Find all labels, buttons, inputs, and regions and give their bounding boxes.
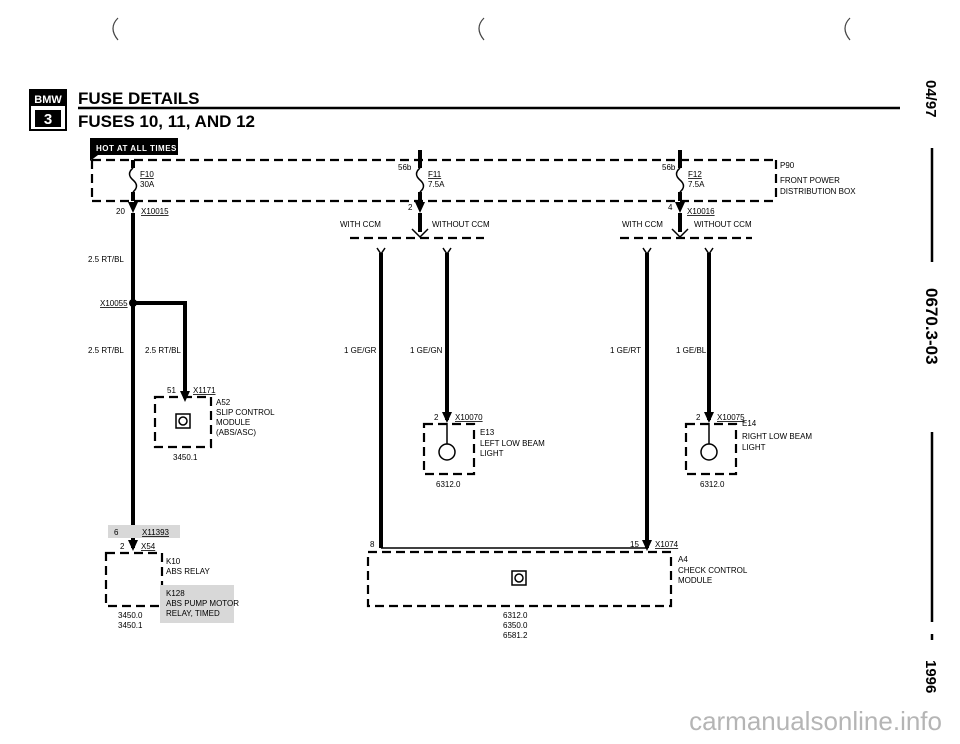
- fuse-box-p90: [92, 150, 856, 201]
- connector-x1171-id: X1171: [193, 386, 216, 395]
- wire-ge-gn-label: 1 GE/GN: [410, 346, 443, 355]
- fuse-f11-rating: 7.5A: [428, 180, 445, 189]
- connector-x11393: [108, 525, 180, 538]
- connector-x54-id: X54: [141, 542, 156, 551]
- e13-id: E13: [480, 428, 495, 437]
- component-a4: [368, 540, 748, 640]
- wire-split-left-label: 2.5 RT/BL: [88, 346, 124, 355]
- e13-line2: LIGHT: [480, 449, 504, 458]
- connector-x10015-pin: 20: [116, 207, 125, 216]
- e14-id: E14: [742, 419, 757, 428]
- a52-id: A52: [216, 398, 231, 407]
- a4-id: A4: [678, 555, 688, 564]
- component-e13: [424, 412, 545, 489]
- a52-line3: (ABS/ASC): [216, 428, 257, 437]
- k10-ref1: 3450.0: [118, 611, 143, 620]
- connector-x10016: [668, 202, 715, 216]
- fuse-f10-id: F10: [140, 170, 154, 179]
- bmw-logo: [30, 90, 66, 130]
- a4-line1: CHECK CONTROL: [678, 566, 748, 575]
- e13-ref: 6312.0: [436, 480, 461, 489]
- connector-x1171-pin: 51: [167, 386, 176, 395]
- bmw-series-text: 3: [43, 111, 53, 128]
- splice-x10055: [88, 299, 185, 392]
- wire-ge-rt-label: 1 GE/RT: [610, 346, 641, 355]
- hot-at-all-times-tag: [90, 138, 178, 161]
- side-strip: [922, 80, 941, 693]
- k128-id: K128: [166, 589, 185, 598]
- lamp-icon: [701, 444, 717, 460]
- wire-ge-gr-label: 1 GE/GR: [344, 346, 377, 355]
- connector-x11393-id: X11393: [142, 528, 169, 537]
- a52-line1: SLIP CONTROL: [216, 408, 275, 417]
- fuse-box-name-2: DISTRIBUTION BOX: [780, 187, 856, 196]
- component-a52: [155, 386, 275, 462]
- a4-ref2: 6350.0: [503, 621, 528, 630]
- connector-f11: [408, 202, 425, 213]
- connector-x1074-id: X1074: [655, 540, 679, 549]
- component-k128: [160, 585, 239, 623]
- page-title: FUSE DETAILS: [78, 89, 200, 108]
- wire-main-left-label: 2.5 RT/BL: [88, 255, 124, 264]
- page-subtitle: FUSES 10, 11, AND 12: [78, 112, 256, 131]
- fuse-f11-icon: [417, 168, 424, 192]
- wire-ge-bl-label: 1 GE/BL: [676, 346, 707, 355]
- side-date: 04/97: [922, 80, 939, 118]
- k128-line1: ABS PUMP MOTOR: [166, 599, 240, 608]
- binding-marks: [113, 18, 850, 40]
- connector-x10070-id: X10070: [455, 413, 483, 422]
- a52-line2: MODULE: [216, 418, 251, 427]
- f12-with-ccm: WITH CCM: [622, 220, 663, 229]
- fuse-box-name-1: FRONT POWER: [780, 176, 840, 185]
- wire-main-left: [88, 213, 133, 548]
- svg-text:HOT AT ALL TIMES: HOT AT ALL TIMES: [96, 144, 177, 153]
- fuse-f10-rating: 30A: [140, 180, 155, 189]
- a4-line2: MODULE: [678, 576, 713, 585]
- fuse-f12-pin: 56b: [662, 163, 676, 172]
- connector-x10075-pin: 2: [696, 413, 701, 422]
- connector-x10075-id: X10075: [717, 413, 745, 422]
- connector-x11393-pin: 6: [114, 528, 119, 537]
- connector-x54-pin: 2: [120, 542, 125, 551]
- k128-line2: RELAY, TIMED: [166, 609, 220, 618]
- side-year: 1996: [922, 660, 939, 694]
- a4-ref3: 6581.2: [503, 631, 528, 640]
- side-doc-number: 0670.3-03: [922, 288, 941, 365]
- connector-x10016-pin: 4: [668, 203, 673, 212]
- module-icon: [512, 571, 526, 585]
- connector-x10070-pin: 2: [434, 413, 439, 422]
- connector-x10015-id: X10015: [141, 207, 169, 216]
- e14-line1: RIGHT LOW BEAM: [742, 432, 813, 441]
- fuse-f12-id: F12: [688, 170, 702, 179]
- e14-line2: LIGHT: [742, 443, 766, 452]
- wire-split-right-label: 2.5 RT/BL: [145, 346, 181, 355]
- bmw-logo-text: BMW: [34, 94, 62, 106]
- f11-with-ccm: WITH CCM: [340, 220, 381, 229]
- fuse-f12-icon: [677, 168, 684, 192]
- fuse-box-id: P90: [780, 161, 795, 170]
- component-e14: [686, 412, 812, 489]
- splice-x10055-id: X10055: [100, 299, 128, 308]
- fuse-f11-pin: 56b: [398, 163, 412, 172]
- k10-name: ABS RELAY: [166, 567, 210, 576]
- f11-without-ccm: WITHOUT CCM: [432, 220, 490, 229]
- fuse-f10-icon: [130, 168, 137, 192]
- a52-ref: 3450.1: [173, 453, 198, 462]
- connector-x1074-pin: 15: [630, 540, 639, 549]
- e13-line1: LEFT LOW BEAM: [480, 439, 545, 448]
- connector-f11-pin: 2: [408, 203, 413, 212]
- f12-without-ccm: WITHOUT CCM: [694, 220, 752, 229]
- a4-ref1: 6312.0: [503, 611, 528, 620]
- connector-x10016-id: X10016: [687, 207, 715, 216]
- f11-branch: [340, 213, 490, 548]
- e14-ref: 6312.0: [700, 480, 725, 489]
- f12-branch: [610, 213, 752, 548]
- lamp-icon: [439, 444, 455, 460]
- k10-id: K10: [166, 557, 181, 566]
- watermark: carmanualsonline.info: [689, 706, 942, 736]
- k10-ref2: 3450.1: [118, 621, 143, 630]
- a4-left-pin: 8: [370, 540, 375, 549]
- connector-x10015: [116, 202, 169, 216]
- module-icon: [176, 414, 190, 428]
- fuse-f11-id: F11: [428, 170, 442, 179]
- fuse-f12-rating: 7.5A: [688, 180, 705, 189]
